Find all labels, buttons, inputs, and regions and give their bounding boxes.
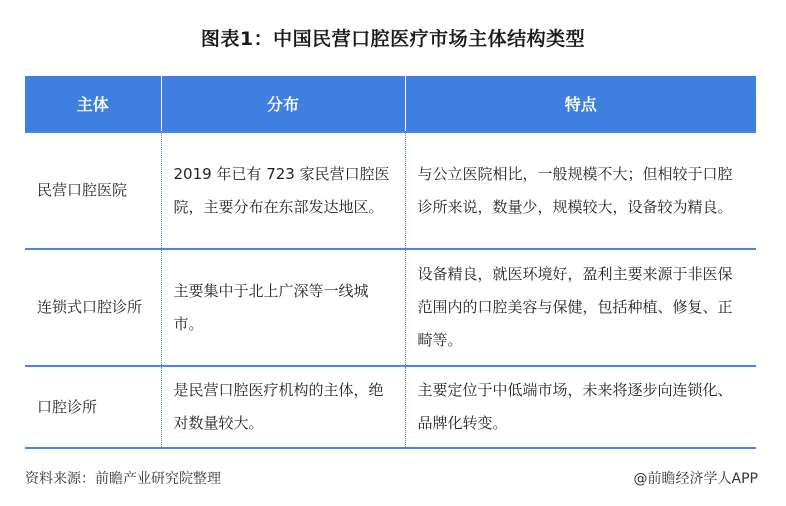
cell-entity: 民营口腔医院 — [25, 132, 161, 249]
table-row — [25, 249, 756, 366]
credit-note: @前瞻经济学人APP — [633, 471, 758, 487]
cell-distribution: 主要集中于北上广深等一线城市。 — [161, 249, 405, 366]
source-note: 资料来源：前瞻产业研究院整理 — [25, 471, 221, 487]
cell-features: 主要定位于中低端市场，未来将逐步向连锁化、品牌化转变。 — [405, 366, 756, 448]
cell-features: 与公立医院相比，一般规模不大；但相较于口腔诊所来说，数量少，规模较大，设备较为精良。 — [405, 132, 756, 249]
header-features: 特点 — [405, 76, 756, 132]
cell-entity: 口腔诊所 — [25, 366, 161, 448]
cell-entity: 连锁式口腔诊所 — [25, 249, 161, 366]
market-structure-table — [25, 76, 756, 449]
cell-features: 设备精良，就医环境好，盈利主要来源于非医保范围内的口腔美容与保健，包括种植、修复、正畸等。 — [405, 249, 756, 366]
cell-distribution: 2019 年已有 723 家民营口腔医院，主要分布在东部发达地区。 — [161, 132, 405, 249]
header-distribution: 分布 — [161, 76, 405, 132]
figure-title: 图表1：中国民营口腔医疗市场主体结构类型 — [200, 28, 586, 50]
table-header-row — [25, 76, 756, 132]
header-entity: 主体 — [25, 76, 161, 132]
table-row — [25, 366, 756, 448]
cell-distribution: 是民营口腔医疗机构的主体，绝对数量较大。 — [161, 366, 405, 448]
table-row — [25, 132, 756, 249]
